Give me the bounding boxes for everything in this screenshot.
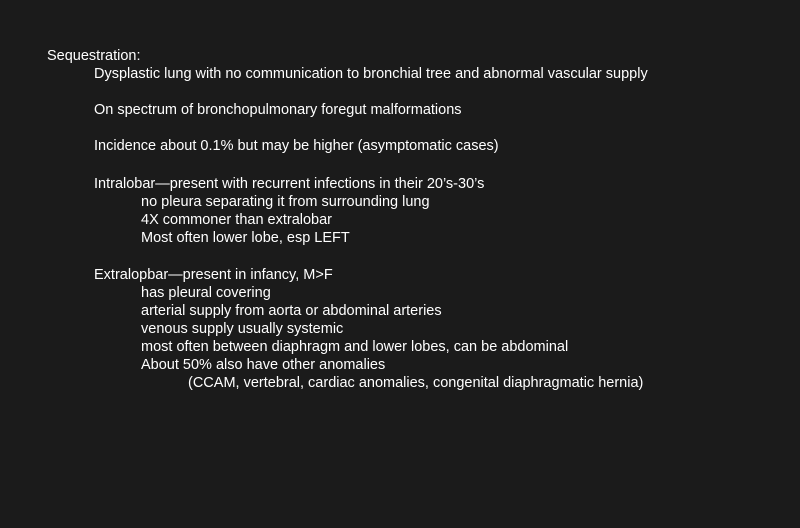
intralobar-title: Intralobar—present with recurrent infections in their 20’s-30’s <box>94 176 485 192</box>
slide-heading: Sequestration: <box>47 48 141 64</box>
extralobar-point: has pleural covering <box>141 285 271 301</box>
extralobar-point: most often between diaphragm and lower lobes, can be abdominal <box>141 339 569 355</box>
intralobar-point: no pleura separating it from surrounding lung <box>141 194 430 210</box>
incidence-text: Incidence about 0.1% but may be higher (asymptomatic cases) <box>94 138 499 154</box>
anomalies-detail: (CCAM, vertebral, cardiac anomalies, congenital diaphragmatic hernia) <box>188 375 644 391</box>
extralobar-point: arterial supply from aorta or abdominal arteries <box>141 303 442 319</box>
intralobar-point: Most often lower lobe, esp LEFT <box>141 230 350 246</box>
intralobar-point: 4X commoner than extralobar <box>141 212 333 228</box>
spectrum-text: On spectrum of bronchopulmonary foregut malformations <box>94 102 462 118</box>
definition-text: Dysplastic lung with no communication to bronchial tree and abnormal vascular supply <box>94 66 648 82</box>
extralobar-point: About 50% also have other anomalies <box>141 357 386 373</box>
extralobar-title: Extralopbar—present in infancy, M>F <box>94 267 333 283</box>
extralobar-point: venous supply usually systemic <box>141 321 344 337</box>
